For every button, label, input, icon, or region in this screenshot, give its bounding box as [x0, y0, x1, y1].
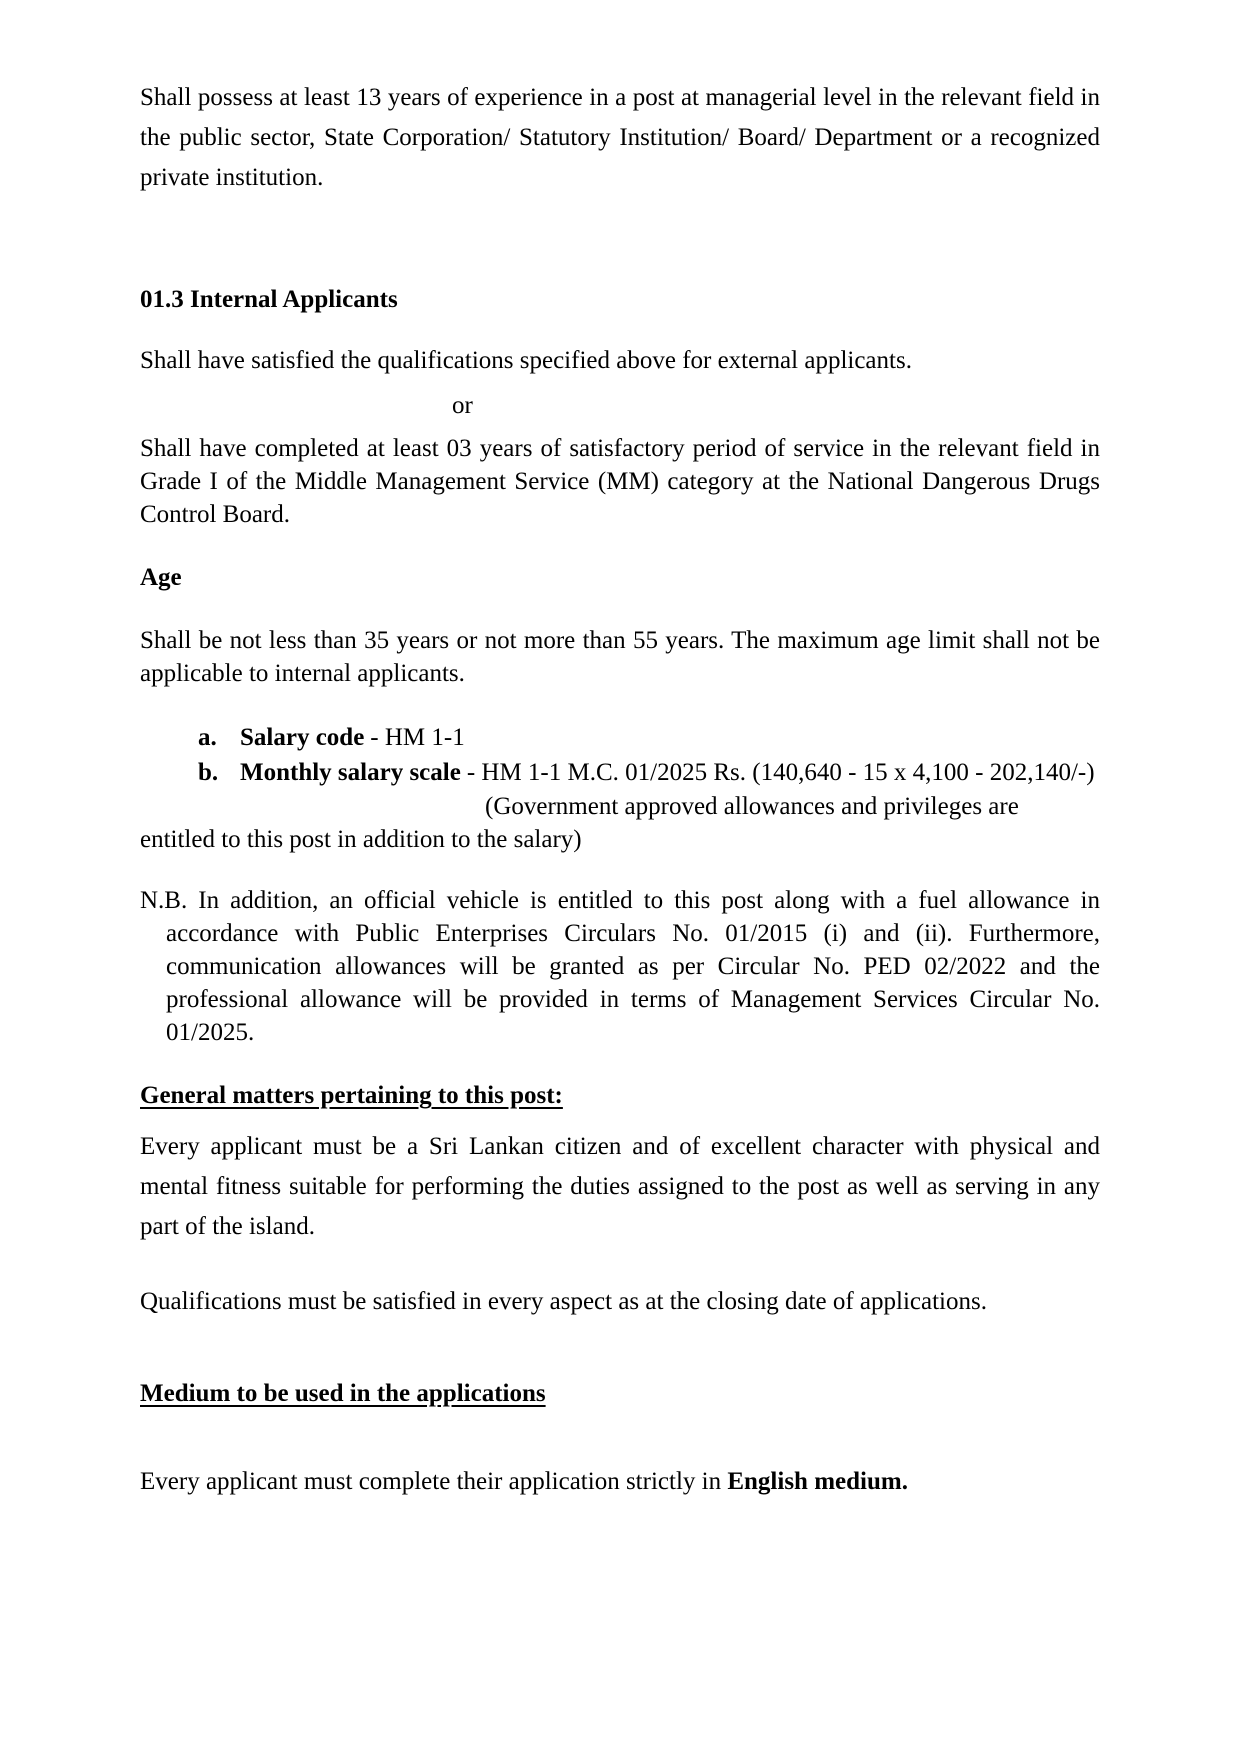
paragraph-age-limits: Shall be not less than 35 years or not more than 55 years. The maximum age limit shall not be applicable to internal applicants.	[140, 627, 1100, 687]
salary-scale-item	[198, 755, 1100, 790]
paragraph-external-qualifications: Shall have satisfied the qualifications specified above for external applicants.	[140, 347, 912, 374]
heading-application-medium	[140, 1377, 1100, 1410]
salary-code-marker: a.	[198, 724, 217, 751]
salary-list	[140, 720, 1100, 790]
salary-code-value: - HM 1-1	[370, 724, 465, 751]
heading-general-matters	[140, 1079, 1100, 1112]
paragraph-experience-requirement: Shall possess at least 13 years of experience in a post at managerial level in the relevant field in the public sector, State Corporation/ Statutory Institution/ Board/ Department or a recognized private institution.	[140, 84, 1100, 191]
or-separator: or	[452, 392, 473, 419]
paragraph-english-medium	[140, 1465, 1100, 1498]
nb-vehicle-allowances-paragraph: N.B. In addition, an official vehicle is entitled to this post along with a fuel allowance in accordance with Public Enterprises Circulars No. 01/2015 (i) and (ii). Furthermore, communication allowances will be granted as per Circular No. PED 02/2022 and the professional allowance will be provided in terms of Management Services Circular No. 01/2025.	[140, 887, 1100, 1046]
paragraph-english-medium-normal: Every applicant must complete their application strictly in	[140, 1468, 728, 1495]
salary-scale-value: - HM 1-1 M.C. 01/2025 Rs. (140,640 - 15 x 4,100 - 202,140/-)	[466, 759, 1095, 786]
heading-general-matters-text: General matters pertaining to this post:	[140, 1082, 563, 1109]
paragraph-citizenship-fitness: Every applicant must be a Sri Lankan citizen and of excellent character with physical and mental fitness suitable for performing the duties assigned to the post as well as serving in any part of the island.	[140, 1133, 1100, 1240]
salary-scale-marker: b.	[198, 759, 219, 786]
heading-age: Age	[140, 564, 182, 591]
paragraph-english-medium-bold: English medium.	[727, 1468, 908, 1495]
allowances-note-line1: (Government approved allowances and privileges are	[485, 793, 1019, 820]
allowances-note-line2: entitled to this post in addition to the salary)	[140, 826, 582, 853]
paragraph-service-period: Shall have completed at least 03 years of satisfactory period of service in the relevant field in Grade I of the Middle Management Service (MM) category at the National Dangerous Drugs Control Board.	[140, 435, 1100, 528]
salary-code-label: Salary code	[240, 724, 365, 751]
paragraph-qualifications-closing-date: Qualifications must be satisfied in every aspect as at the closing date of applications.	[140, 1288, 987, 1315]
salary-code-item	[198, 720, 1100, 755]
heading-application-medium-text: Medium to be used in the applications	[140, 1380, 546, 1407]
salary-scale-label: Monthly salary scale	[240, 759, 461, 786]
heading-internal-applicants: 01.3 Internal Applicants	[140, 286, 398, 313]
